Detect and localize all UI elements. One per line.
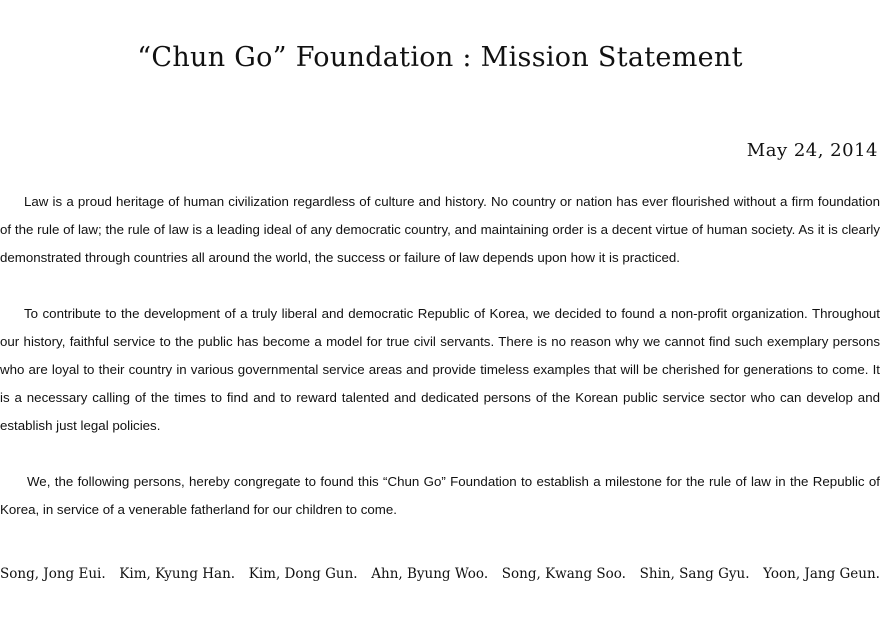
signer-name: Song, Jong Eui. [0,566,106,582]
signer-name: Kim, Dong Gun. [248,566,358,582]
signer-list [0,566,880,582]
signer-name: Yoon, Jang Geun. [763,566,880,582]
signer-name: Shin, Sang Gyu. [639,566,750,582]
paragraph-purpose: To contribute to the development of a truly liberal and democratic Republic of Korea, we decided to found a non-profit organization. Throughout our history, faithful service to the public has become a model for true civil servants. There is no reason why we cannot find such exemplary persons who are loyal to their country in various governmental service areas and provide timeless examples that will be cherished for generations to come. It is a necessary calling of the times to find and to reward talented and dedicated persons of the Korean public service sector who can develop and establish just legal policies. [0,306,880,433]
document-date: May 24, 2014 [746,140,878,161]
signer-name: Song, Kwang Soo. [501,566,626,582]
signer-name: Kim, Kyung Han. [119,566,236,582]
document-title: “Chun Go” Foundation : Mission Statement [137,42,743,73]
paragraph-founding: We, the following persons, hereby congregate to found this “Chun Go” Foundation to establish a milestone for the rule of law in the Republic of Korea, in service of a venerable fatherland for our children to come. [0,474,880,517]
signer-name: Ahn, Byung Woo. [371,566,489,582]
paragraph-rule-of-law: Law is a proud heritage of human civilization regardless of culture and history. No country or nation has ever flourished without a firm foundation of the rule of law; the rule of law is a leading ideal of any democratic country, and maintaining order is a decent virtue of human society. As it is clearly demonstrated through countries all around the world, the success or failure of law depends upon how it is practiced. [0,194,880,265]
